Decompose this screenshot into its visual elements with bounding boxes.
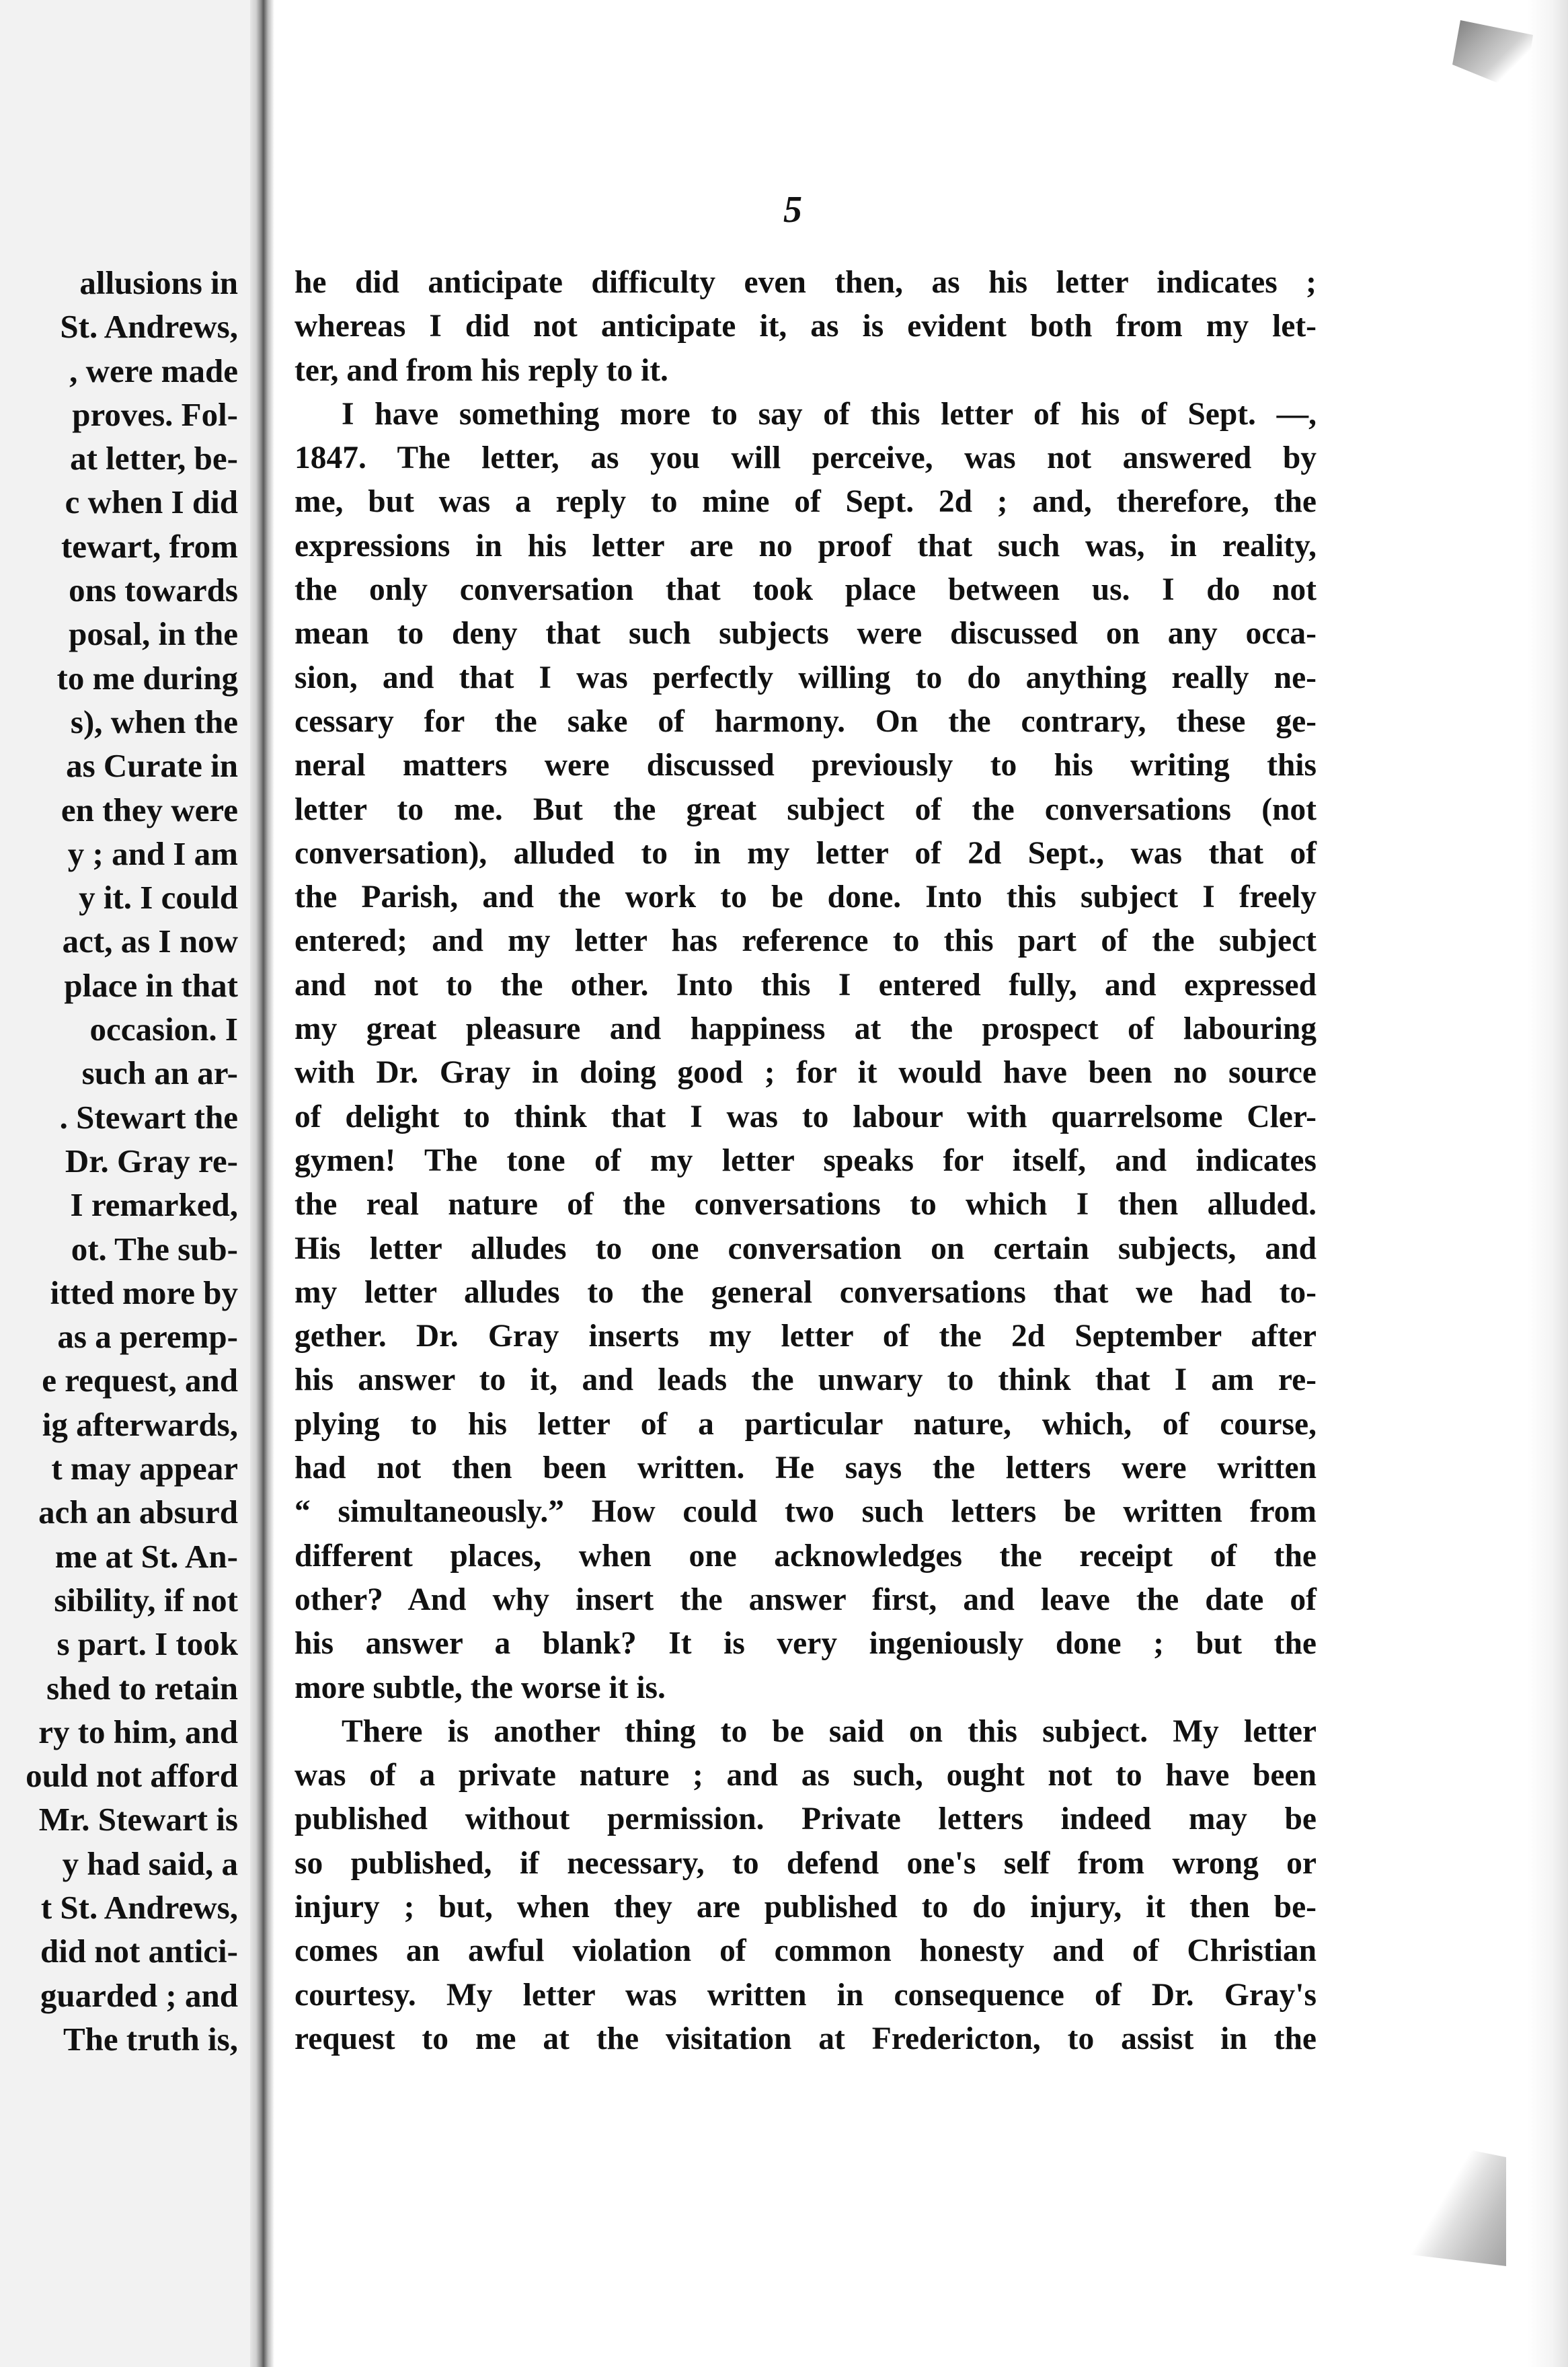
text-line: There is another thing to be said on this subject. My letter bbox=[342, 1713, 1317, 1749]
text-line: published without permission. Private letters indeed may be bbox=[295, 1801, 1317, 1837]
facing-page-line: guarded ; and bbox=[40, 1976, 238, 2014]
text-line: gymen! The tone of my letter speaks for itself, and indicates bbox=[295, 1142, 1317, 1178]
facing-page-line: as Curate in bbox=[66, 747, 238, 785]
text-line: mean to deny that such subjects were discussed on any occa- bbox=[295, 616, 1317, 652]
facing-page-text bbox=[0, 261, 238, 2061]
facing-page-line: e request, and bbox=[42, 1362, 238, 1399]
text-line: cessary for the sake of harmony. On the contrary, these ge- bbox=[295, 703, 1317, 739]
text-line: the only conversation that took place between us. I do not bbox=[295, 572, 1317, 608]
facing-page-line: , were made bbox=[69, 352, 238, 389]
page-edge-shadow bbox=[1528, 0, 1568, 2367]
facing-page-line: proves. Fol- bbox=[72, 395, 238, 433]
text-line: my great pleasure and happiness at the prospect of labouring bbox=[295, 1011, 1317, 1047]
facing-page-line: ot. The sub- bbox=[71, 1230, 238, 1268]
page-corner-fold-bottom bbox=[1405, 2145, 1506, 2266]
text-line: more subtle, the worse it is. bbox=[295, 1670, 666, 1705]
page-corner-fold-top bbox=[1452, 20, 1533, 94]
facing-page-line: t may appear bbox=[51, 1450, 238, 1487]
facing-page-line: St. Andrews, bbox=[60, 308, 238, 346]
facing-page-line: y had said, a bbox=[62, 1845, 238, 1882]
text-line: and not to the other. Into this I entered fully, and expressed bbox=[295, 967, 1317, 1003]
facing-page-line: t St. Andrews, bbox=[40, 1888, 238, 1926]
text-line: plying to his letter of a particular nature, which, of course, bbox=[295, 1406, 1317, 1442]
facing-page-line: at letter, be- bbox=[70, 440, 238, 477]
text-line: whereas I did not anticipate it, as is evident both from my let- bbox=[295, 309, 1317, 344]
facing-page-line: c when I did bbox=[65, 483, 238, 521]
text-line: gether. Dr. Gray inserts my letter of the 2d September after bbox=[295, 1319, 1317, 1354]
text-line: injury ; but, when they are published to do injury, it then be- bbox=[295, 1889, 1317, 1925]
text-line: ter, and from his reply to it. bbox=[295, 352, 668, 388]
facing-page-line: I remarked, bbox=[70, 1186, 238, 1224]
text-line: the Parish, and the work to be done. Into this subject I freely bbox=[295, 880, 1317, 915]
text-line: conversation), alluded to in my letter of 2d Sept., was that of bbox=[295, 835, 1317, 871]
facing-page-line: did not antici- bbox=[40, 1933, 238, 1970]
text-line: comes an awful violation of common honesty and of Christian bbox=[295, 1933, 1317, 1969]
facing-page-fragment bbox=[0, 0, 250, 2367]
facing-page-line: ig afterwards, bbox=[42, 1405, 238, 1443]
facing-page-line: posal, in the bbox=[69, 615, 238, 653]
facing-page-line: . Stewart the bbox=[59, 1098, 238, 1136]
text-line: letter to me. But the great subject of the conversations (not bbox=[295, 791, 1317, 827]
facing-page-line: ach an absurd bbox=[38, 1493, 238, 1531]
facing-page-line: Dr. Gray re- bbox=[65, 1142, 238, 1179]
page-number: 5 bbox=[783, 189, 802, 231]
facing-page-line: Mr. Stewart is bbox=[38, 1801, 238, 1838]
facing-page-line: y it. I could bbox=[79, 879, 238, 917]
text-line: his answer a blank? It is very ingeniously done ; but the bbox=[295, 1626, 1317, 1662]
text-line: with Dr. Gray in doing good ; for it would have been no source bbox=[295, 1055, 1317, 1091]
facing-page-line: shed to retain bbox=[46, 1669, 238, 1707]
text-line: me, but was a reply to mine of Sept. 2d ; and, therefore, the bbox=[295, 484, 1317, 520]
facing-page-line: such an ar- bbox=[81, 1054, 238, 1092]
facing-page-line: allusions in bbox=[79, 264, 238, 301]
text-line: so published, if necessary, to defend one's self from wrong or bbox=[295, 1845, 1317, 1881]
facing-page-line: act, as I now bbox=[62, 923, 238, 960]
text-line: I have something more to say of this letter of his of Sept. —, bbox=[342, 396, 1317, 432]
binding-gutter bbox=[250, 0, 274, 2367]
facing-page-line: y ; and I am bbox=[67, 835, 238, 872]
facing-page-line: s part. I took bbox=[56, 1625, 238, 1663]
facing-page-line: ons towards bbox=[69, 572, 238, 609]
facing-page-line: ry to him, and bbox=[38, 1713, 238, 1750]
text-line: expressions in his letter are no proof that such was, in reality, bbox=[295, 528, 1317, 564]
facing-page-line: as a peremp- bbox=[57, 1318, 238, 1356]
text-line: different places, when one acknowledges the receipt of the bbox=[295, 1538, 1317, 1574]
facing-page-line: to me during bbox=[56, 659, 238, 697]
text-line: of delight to think that I was to labour with quarrelsome Cler- bbox=[295, 1099, 1317, 1134]
facing-page-line: occasion. I bbox=[89, 1011, 238, 1048]
body-text bbox=[295, 261, 1317, 2061]
text-line: entered; and my letter has reference to this part of the subject bbox=[295, 923, 1317, 959]
facing-page-line: place in that bbox=[64, 966, 238, 1004]
text-line: courtesy. My letter was written in consequence of Dr. Gray's bbox=[295, 1977, 1317, 2013]
facing-page-line: me at St. An- bbox=[54, 1537, 238, 1575]
text-line: 1847. The letter, as you will perceive, was not answered by bbox=[295, 440, 1317, 476]
text-line: was of a private nature ; and as such, ought not to have been bbox=[295, 1758, 1317, 1793]
text-line: had not then been written. He says the letters were written bbox=[295, 1450, 1317, 1486]
facing-page-line: itted more by bbox=[50, 1274, 238, 1311]
facing-page-line: tewart, from bbox=[61, 527, 238, 565]
text-line: he did anticipate difficulty even then, as his letter indicates ; bbox=[295, 265, 1317, 300]
facing-page-line: The truth is, bbox=[63, 2020, 238, 2058]
facing-page-line: s), when the bbox=[70, 703, 238, 740]
text-line: neral matters were discussed previously to his writing this bbox=[295, 748, 1317, 783]
text-line: my letter alludes to the general conversations that we had to- bbox=[295, 1274, 1317, 1310]
text-line: “ simultaneously.” How could two such letters be written from bbox=[295, 1494, 1317, 1530]
facing-page-line: sibility, if not bbox=[54, 1581, 238, 1619]
text-line: sion, and that I was perfectly willing to do anything really ne- bbox=[295, 660, 1317, 695]
text-line: request to me at the visitation at Fredericton, to assist in the bbox=[295, 2021, 1317, 2056]
text-line: other? And why insert the answer first, and leave the date of bbox=[295, 1582, 1317, 1617]
text-line: His letter alludes to one conversation on certain subjects, and bbox=[295, 1231, 1317, 1266]
text-line: the real nature of the conversations to which I then alluded. bbox=[295, 1187, 1317, 1223]
facing-page-line: ould not afford bbox=[26, 1757, 238, 1795]
text-line: his answer to it, and leads the unwary to think that I am re- bbox=[295, 1362, 1317, 1398]
facing-page-line: en they were bbox=[61, 791, 238, 828]
